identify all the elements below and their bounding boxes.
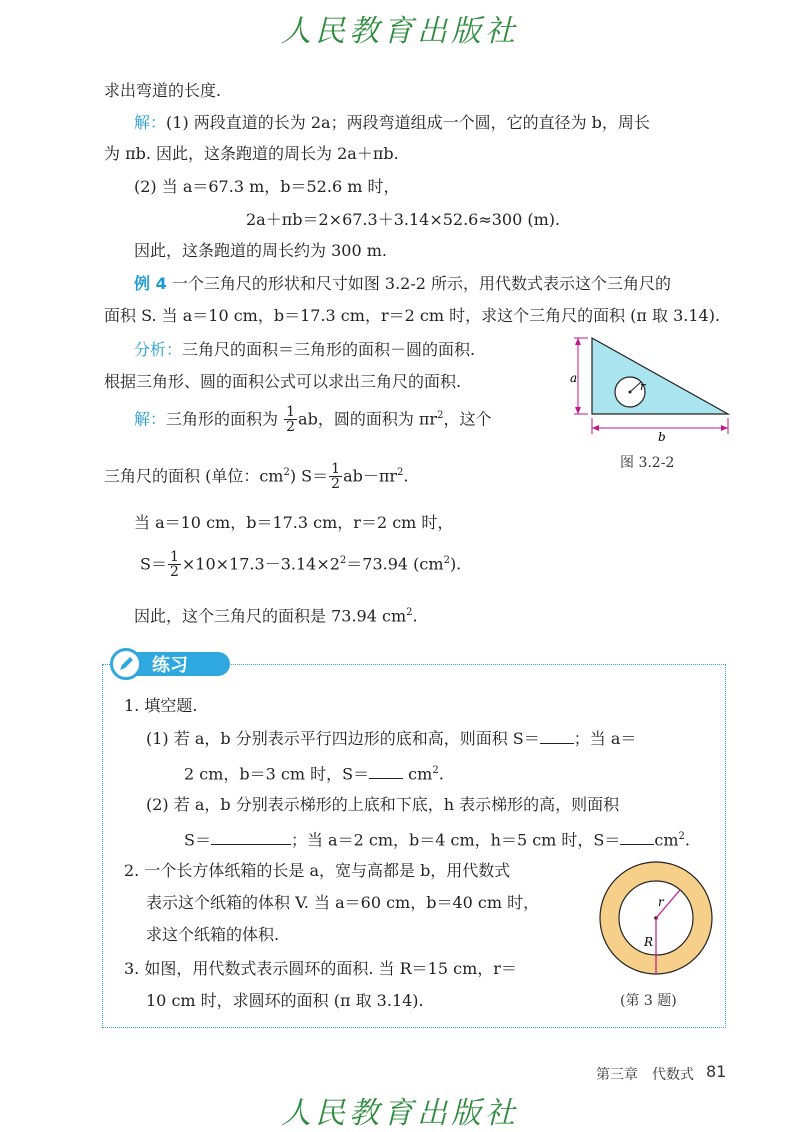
arrow-head: [721, 425, 728, 431]
text-line: 一个三角尺的形状和尺寸如图 3.2-2 所示，用代数式表示这个三角尺的: [171, 274, 672, 293]
text-line: 为 πb. 因此，这条跑道的周长为 2a＋πb.: [104, 144, 399, 163]
text-line: (1) 若 a，b 分别表示平行四边形的底和高，则面积 S＝: [146, 729, 540, 748]
pencil-icon: [117, 655, 135, 673]
analysis-label: 分析：: [134, 340, 183, 359]
calc-line: [140, 550, 461, 579]
text-line: 根据三角形、圆的面积公式可以求出三角尺的面积.: [104, 372, 462, 391]
text-line: .: [403, 466, 409, 486]
text-line: .: [684, 830, 690, 850]
text-line: 求出弯道的长度.: [104, 81, 222, 100]
solution-label: 解：: [134, 113, 167, 132]
text-line: ；当 a＝2 cm，b＝4 cm，h＝5 cm 时，S＝: [290, 830, 621, 850]
fraction-half: $\frac{1}{2}$: [169, 549, 179, 581]
text-line: 因此，这个三角尺的面积是 73.94 cm: [134, 606, 407, 626]
ring-figure-caption: (第 3 题): [620, 993, 677, 1009]
text-line: ；当 a＝: [573, 729, 637, 748]
inner-radius-label: r: [658, 895, 664, 909]
question-3: 3. 如图，用代数式表示圆环的面积. 当 R＝15 cm，r＝: [124, 959, 517, 978]
example-4-label: 例 4: [134, 274, 167, 293]
question-2-cont: 表示这个纸箱的体积 V. 当 a＝60 cm，b＝40 cm 时，: [146, 893, 540, 912]
conclusion-line: [134, 602, 418, 627]
figure-caption: 图 3.2-2: [620, 455, 675, 471]
circle-center: [629, 391, 632, 394]
equation: 2a＋πb＝2×67.3＋3.14×52.6≈300 (m).: [246, 210, 561, 229]
chapter-label: 第三章 代数式: [596, 1067, 694, 1083]
superscript: 2: [283, 467, 290, 478]
solution-line-2: [134, 405, 491, 434]
superscript: 2: [406, 607, 413, 618]
footer-publisher-logo: 人民教育出版社: [281, 1096, 519, 1131]
text-line: ×10×17.3－3.14×2: [181, 554, 340, 574]
question-1-1-cont: [184, 760, 444, 785]
page-number: 81: [706, 1062, 727, 1081]
triangle-ruler-figure: [570, 330, 740, 445]
text-line: S＝: [140, 554, 167, 574]
header-publisher-logo: 人民教育出版社: [281, 14, 519, 49]
ring-figure: [596, 858, 716, 978]
outer-radius-label: R: [644, 935, 654, 949]
text-line: (1) 两段直道的长为 2a；两段弯道组成一个圆，它的直径为 b，周长: [166, 113, 650, 132]
answer-blank[interactable]: [620, 830, 654, 845]
fraction-half: $\frac{1}{2}$: [331, 461, 341, 493]
question-3-cont: 10 cm 时，求圆环的面积 (π 取 3.14).: [146, 991, 424, 1010]
fraction-half: $\frac{1}{2}$: [286, 404, 296, 436]
text-line: 2 cm，b＝3 cm 时，S＝: [184, 764, 370, 784]
text-line: ＝73.94 (cm: [346, 554, 444, 574]
superscript: 2: [339, 555, 347, 566]
solution-line: [134, 112, 650, 134]
text-line: (2) 当 a＝67.3 m，b＝52.6 m 时，: [134, 177, 400, 196]
text-line: .: [412, 606, 418, 626]
arrow-head: [592, 425, 599, 431]
superscript: 2: [437, 410, 444, 421]
exercise-title: 练习: [152, 655, 188, 676]
answer-blank[interactable]: [540, 729, 574, 744]
text-line: 三角尺的面积 (单位：cm: [104, 466, 284, 486]
question-1-1: [146, 728, 636, 750]
arrow-head: [575, 338, 581, 345]
text-line: cm: [654, 830, 679, 850]
superscript: 2: [397, 467, 404, 478]
question-2-cont: 求这个纸箱的体积.: [146, 925, 280, 944]
text-line: S＝: [184, 830, 211, 850]
question-2: 2. 一个长方体纸箱的长是 a，宽与高都是 b，用代数式: [124, 861, 511, 880]
superscript: 2: [443, 555, 450, 566]
superscript: 2: [432, 765, 439, 776]
superscript: 2: [678, 831, 685, 842]
area-formula-line: [104, 462, 408, 491]
text-line: 面积 S. 当 a＝10 cm，b＝17.3 cm，r＝2 cm 时，求这个三角尺的面积 (π 取 3.14).: [104, 306, 721, 325]
text-line: ).: [449, 554, 462, 574]
question-1: 1. 填空题.: [124, 696, 198, 715]
question-1-2-cont: [184, 826, 690, 851]
example-line: [134, 273, 671, 295]
text-line: ，这个: [443, 409, 492, 429]
text-line: 三角形的面积为: [166, 409, 279, 429]
text-line: ab－πr: [343, 466, 398, 486]
solution-label: 解：: [134, 409, 167, 429]
radius-label: r: [640, 380, 646, 393]
question-1-2: (2) 若 a，b 分别表示梯形的上底和下底，h 表示梯形的高，则面积: [146, 795, 620, 814]
text-line: 因此，这条跑道的周长约为 300 m.: [134, 241, 387, 260]
analysis-line: [134, 339, 475, 361]
triangle-shape: [592, 338, 728, 414]
text-line: 当 a＝10 cm，b＝17.3 cm，r＝2 cm 时，: [134, 513, 454, 532]
text-line: 三角尺的面积＝三角形的面积－圆的面积.: [182, 340, 476, 359]
text-line: .: [438, 764, 444, 784]
text-line: cm: [403, 764, 433, 784]
base-label: b: [658, 430, 666, 444]
answer-blank[interactable]: [369, 764, 403, 779]
answer-blank[interactable]: [211, 830, 291, 845]
arrow-head: [575, 407, 581, 414]
text-line: ) S＝: [289, 466, 329, 486]
height-label: a: [570, 371, 578, 385]
text-line: ab，圆的面积为 πr: [298, 409, 438, 429]
